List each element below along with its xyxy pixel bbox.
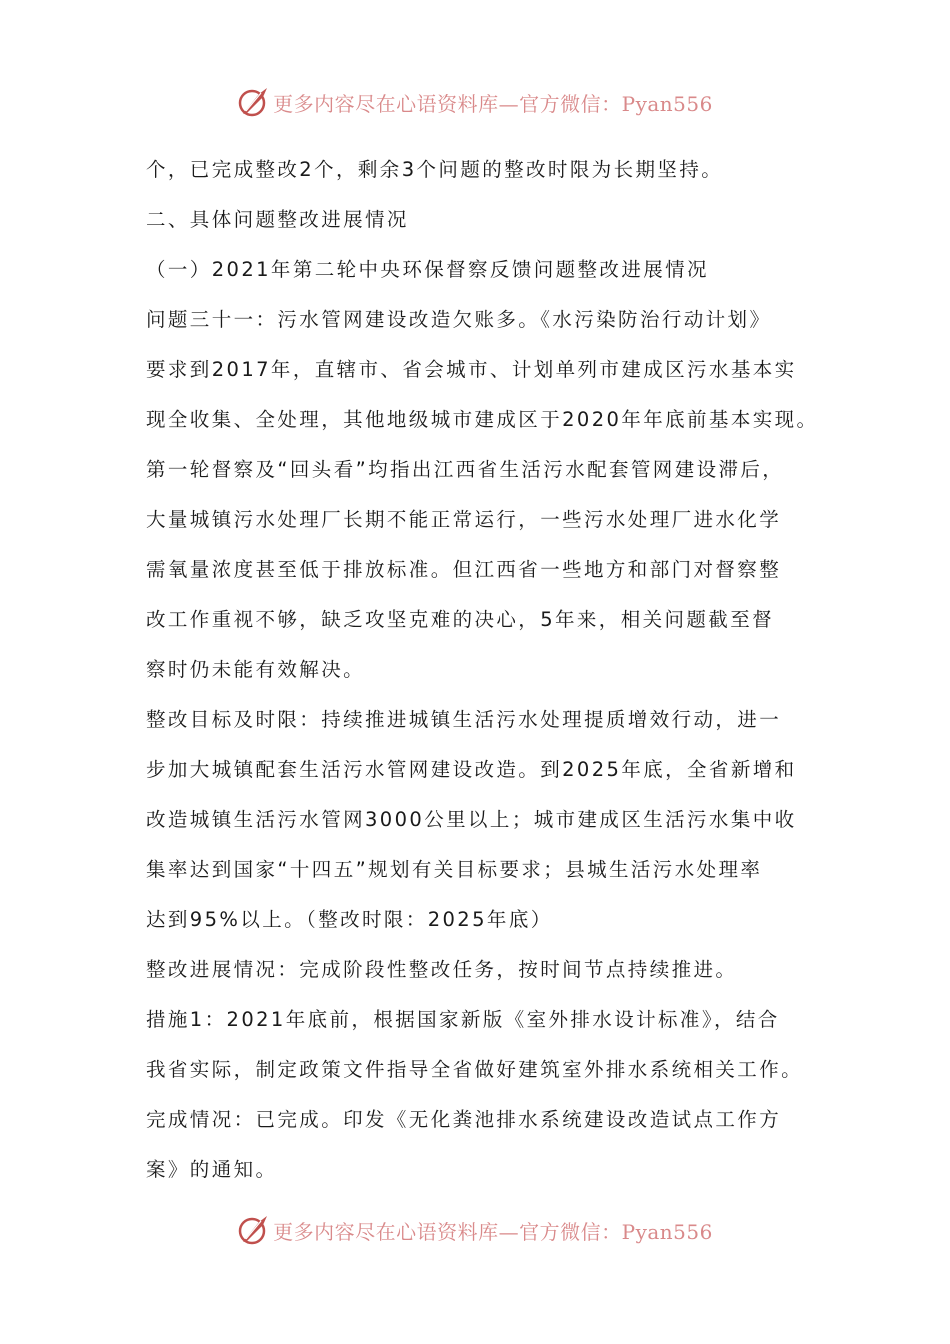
text-line: 整改目标及时限：持续推进城镇生活污水处理提质增效行动，进一 bbox=[146, 708, 782, 731]
document-body bbox=[146, 145, 836, 1195]
subsection-heading: （一）2021年第二轮中央环保督察反馈问题整改进展情况 bbox=[146, 258, 709, 281]
text-line: 大量城镇污水处理厂长期不能正常运行，一些污水处理厂进水化学 bbox=[146, 508, 782, 531]
text-line: 我省实际，制定政策文件指导全省做好建筑室外排水系统相关工作。 bbox=[146, 1058, 804, 1081]
watermark-footer bbox=[0, 1210, 950, 1250]
text-line: 完成情况：已完成。印发《无化粪池排水系统建设改造试点工作方 bbox=[146, 1108, 782, 1131]
text-line: 现全收集、全处理，其他地级城市建成区于2020年年底前基本实现。 bbox=[146, 408, 819, 431]
text-line: 改工作重视不够，缺乏攻坚克难的决心，5年来，相关问题截至督 bbox=[146, 608, 775, 631]
watermark-header bbox=[0, 82, 950, 122]
watermark-text: 更多内容尽在心语资料库—官方微信：Pyan556 bbox=[273, 91, 713, 116]
text-line: 需氧量浓度甚至低于排放标准。但江西省一些地方和部门对督察整 bbox=[146, 558, 782, 581]
section-heading: 二、具体问题整改进展情况 bbox=[146, 208, 409, 231]
text-line: 察时仍未能有效解决。 bbox=[146, 658, 366, 681]
text-line: 措施1：2021年底前，根据国家新版《室外排水设计标准》，结合 bbox=[146, 1008, 780, 1031]
text-line: 整改进展情况：完成阶段性整改任务，按时间节点持续推进。 bbox=[146, 958, 738, 981]
text-line: 问题三十一：污水管网建设改造欠账多。《水污染防治行动计划》 bbox=[146, 308, 772, 331]
text-line: 集率达到国家“十四五”规划有关目标要求；县城生活污水处理率 bbox=[146, 858, 763, 881]
text-line: 案》的通知。 bbox=[146, 1158, 278, 1181]
quill-pen-logo-icon bbox=[237, 85, 271, 119]
text-line: 达到95%以上。（整改时限：2025年底） bbox=[146, 908, 553, 931]
text-line: 个，已完成整改2个，剩余3个问题的整改时限为长期坚持。 bbox=[146, 158, 724, 181]
quill-pen-logo-icon bbox=[237, 1213, 271, 1247]
text-line: 改造城镇生活污水管网3000公里以上；城市建成区生活污水集中收 bbox=[146, 808, 797, 831]
text-line: 第一轮督察及“回头看”均指出江西省生活污水配套管网建设滞后， bbox=[146, 458, 785, 481]
text-line: 步加大城镇配套生活污水管网建设改造。到2025年底，全省新增和 bbox=[146, 758, 797, 781]
watermark-text: 更多内容尽在心语资料库—官方微信：Pyan556 bbox=[273, 1219, 713, 1244]
text-line: 要求到2017年，直辖市、省会城市、计划单列市建成区污水基本实 bbox=[146, 358, 797, 381]
